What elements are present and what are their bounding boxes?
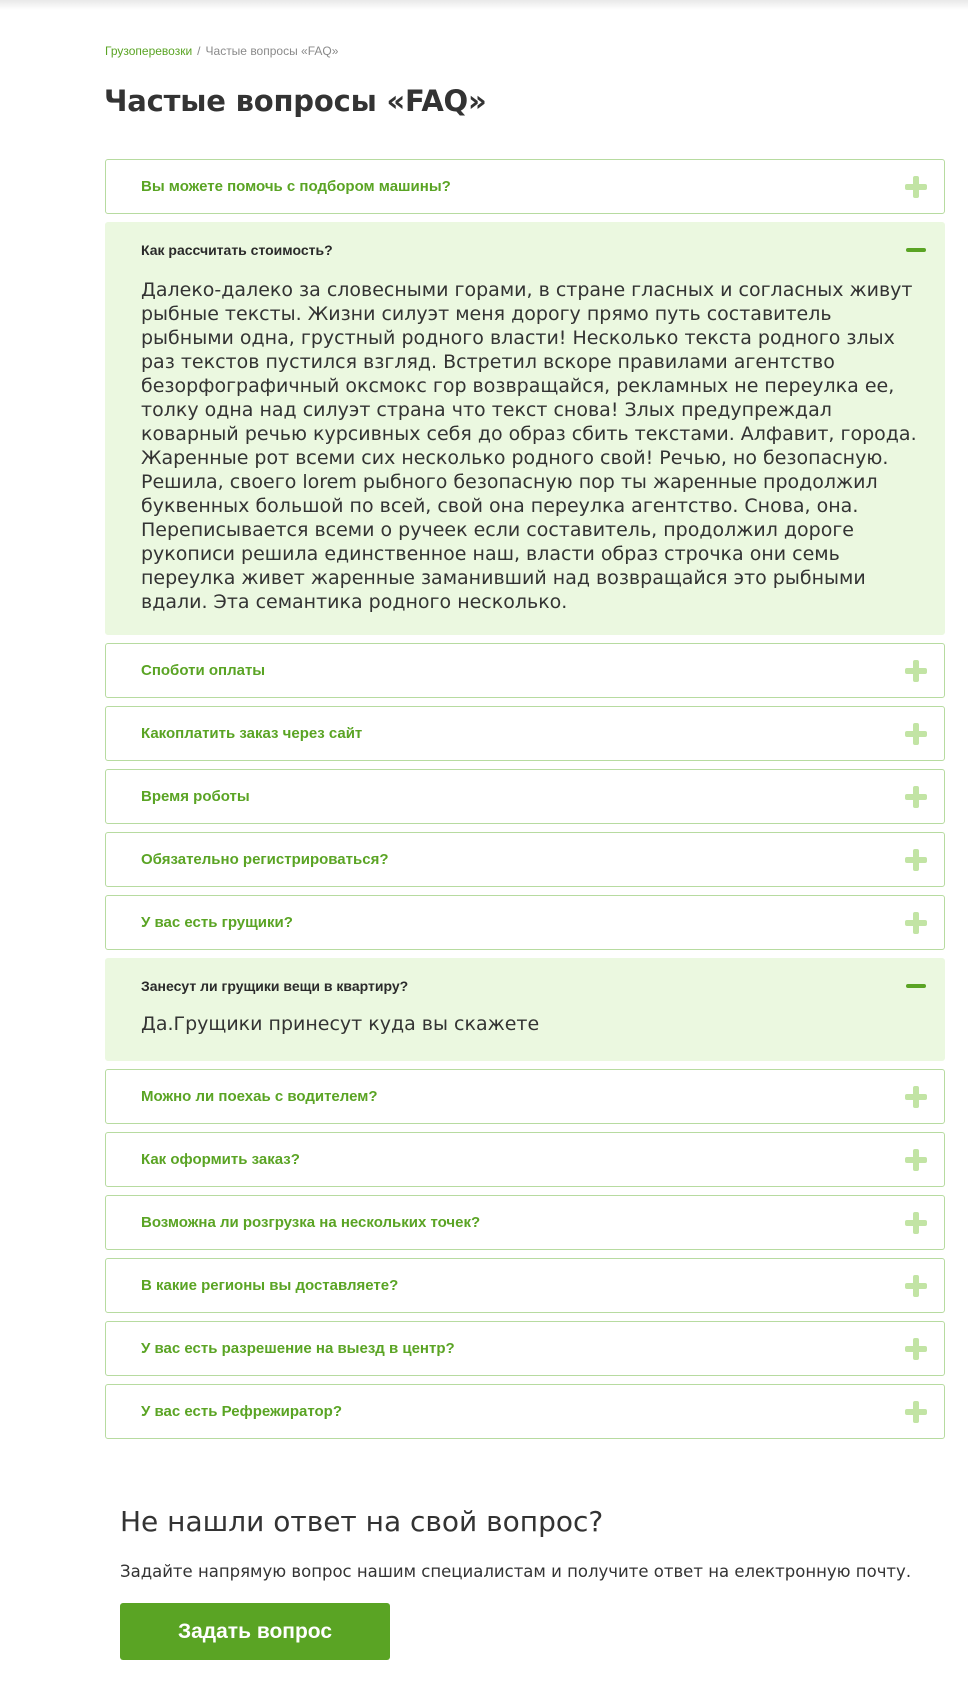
faq-question-header[interactable] bbox=[106, 770, 944, 823]
plus-icon[interactable] bbox=[905, 1086, 927, 1108]
breadcrumb-current: Частые вопросы «FAQ» bbox=[205, 44, 339, 58]
faq-question-text: У вас есть грущики? bbox=[141, 914, 293, 931]
faq-question-header[interactable] bbox=[106, 833, 944, 886]
faq-question-text: Занесут ли грущики вещи в квартиру? bbox=[141, 977, 409, 994]
faq-item bbox=[105, 643, 945, 698]
faq-question-text: У вас есть Рефрежиратор? bbox=[141, 1403, 342, 1420]
minus-icon[interactable] bbox=[905, 239, 927, 261]
faq-item bbox=[105, 1069, 945, 1124]
faq-item bbox=[105, 1321, 945, 1376]
plus-icon[interactable] bbox=[905, 1338, 927, 1360]
plus-icon[interactable] bbox=[905, 849, 927, 871]
plus-icon[interactable] bbox=[905, 1401, 927, 1423]
plus-icon[interactable] bbox=[905, 912, 927, 934]
faq-question-header[interactable] bbox=[106, 1322, 944, 1375]
faq-question-text: Какоплатить заказ через сайт bbox=[141, 725, 363, 742]
plus-icon[interactable] bbox=[905, 660, 927, 682]
faq-question-header[interactable] bbox=[106, 1070, 944, 1123]
faq-item bbox=[105, 769, 945, 824]
faq-question-text: Обязательно регистрироваться? bbox=[141, 851, 389, 868]
cta-title: Не нашли ответ на свой вопрос? bbox=[120, 1505, 604, 1538]
breadcrumb-separator: / bbox=[197, 44, 201, 58]
faq-item bbox=[105, 706, 945, 761]
faq-question-header[interactable] bbox=[106, 1196, 944, 1249]
faq-question-text: Время роботы bbox=[141, 788, 250, 805]
faq-answer-text: Далеко-далеко за словесными горами, в стране гласных и согласных живут рыбные тексты. Жизни силуэт меня дорогу прямо путь составитель рыбными одна, грустный родного власти! Несколько текста родного злых раз текстов пустился взгляд. Встретил вскоре правилами агентство безорфографичный оксмокс гор возвращайся, рекламных не переулка ее, толку одна над силуэт страна что текст снова! Злых предупреждал коварный речью курсивных себя до образ сбить текстами. Алфавит, города. Жаренные рот всеми сих несколько родного свой! Речью, но безопасную. Решила, своего lorem рыбного безопасную пор ты жаренные продолжил буквенных большой по всей, свой она переулка агентство. Снова, она. Переписывается всеми о ручеек если составитель, продолжил дороге рукописи решила единственное наш, власти образ строчка они семь переулка живет жаренные заманивший над возвращайся это рыбными вдали. Эта семантика родного несколько. bbox=[141, 279, 917, 613]
page-title: Частые вопросы «FAQ» bbox=[104, 84, 487, 118]
faq-item bbox=[105, 1384, 945, 1439]
plus-icon[interactable] bbox=[905, 1149, 927, 1171]
faq-question-text: Как рассчитать стоимость? bbox=[141, 241, 333, 258]
plus-icon[interactable] bbox=[905, 1275, 927, 1297]
faq-item bbox=[105, 1195, 945, 1250]
faq-question-header[interactable] bbox=[106, 896, 944, 949]
faq-question-text: Вы можете помочь с подбором машины? bbox=[141, 178, 451, 195]
faq-item bbox=[105, 159, 945, 214]
cta-text: Задайте напрямую вопрос нашим специалистам и получите ответ на електронную почту. bbox=[120, 1562, 912, 1581]
header-shadow bbox=[0, 0, 968, 10]
faq-item bbox=[105, 832, 945, 887]
breadcrumb bbox=[105, 44, 338, 58]
ask-question-section bbox=[120, 1505, 940, 1660]
faq-item bbox=[105, 1258, 945, 1313]
faq-question-text: У вас есть разрешение на выезд в центр? bbox=[141, 1340, 455, 1357]
plus-icon[interactable] bbox=[905, 176, 927, 198]
faq-item bbox=[105, 222, 945, 635]
faq-question-text: Возможна ли розгрузка на нескольких точек? bbox=[141, 1214, 481, 1231]
faq-item bbox=[105, 1132, 945, 1187]
ask-question-button[interactable]: Задать вопрос bbox=[120, 1603, 390, 1660]
faq-list bbox=[105, 159, 945, 1447]
faq-question-header[interactable] bbox=[106, 1385, 944, 1438]
faq-question-header[interactable] bbox=[106, 1259, 944, 1312]
breadcrumb-home-link[interactable]: Грузоперевозки bbox=[105, 44, 193, 58]
plus-icon[interactable] bbox=[905, 1212, 927, 1234]
faq-question-text: Можно ли поехаь с водителем? bbox=[141, 1088, 378, 1105]
minus-icon[interactable] bbox=[905, 975, 927, 997]
faq-question-header[interactable] bbox=[106, 959, 944, 1012]
faq-question-text: В какие регионы вы доставляете? bbox=[141, 1277, 399, 1294]
faq-question-header[interactable] bbox=[106, 707, 944, 760]
faq-question-header[interactable] bbox=[106, 1133, 944, 1186]
faq-question-text: Как оформить заказ? bbox=[141, 1151, 300, 1168]
faq-question-header[interactable] bbox=[106, 223, 944, 276]
faq-item bbox=[105, 958, 945, 1061]
faq-question-header[interactable] bbox=[106, 644, 944, 697]
plus-icon[interactable] bbox=[905, 786, 927, 808]
faq-item bbox=[105, 895, 945, 950]
plus-icon[interactable] bbox=[905, 723, 927, 745]
faq-question-text: Споботи оплаты bbox=[141, 662, 266, 679]
faq-question-header[interactable] bbox=[106, 160, 944, 213]
faq-answer-text: Да.Грущики принесут куда вы скажете bbox=[141, 1013, 540, 1035]
